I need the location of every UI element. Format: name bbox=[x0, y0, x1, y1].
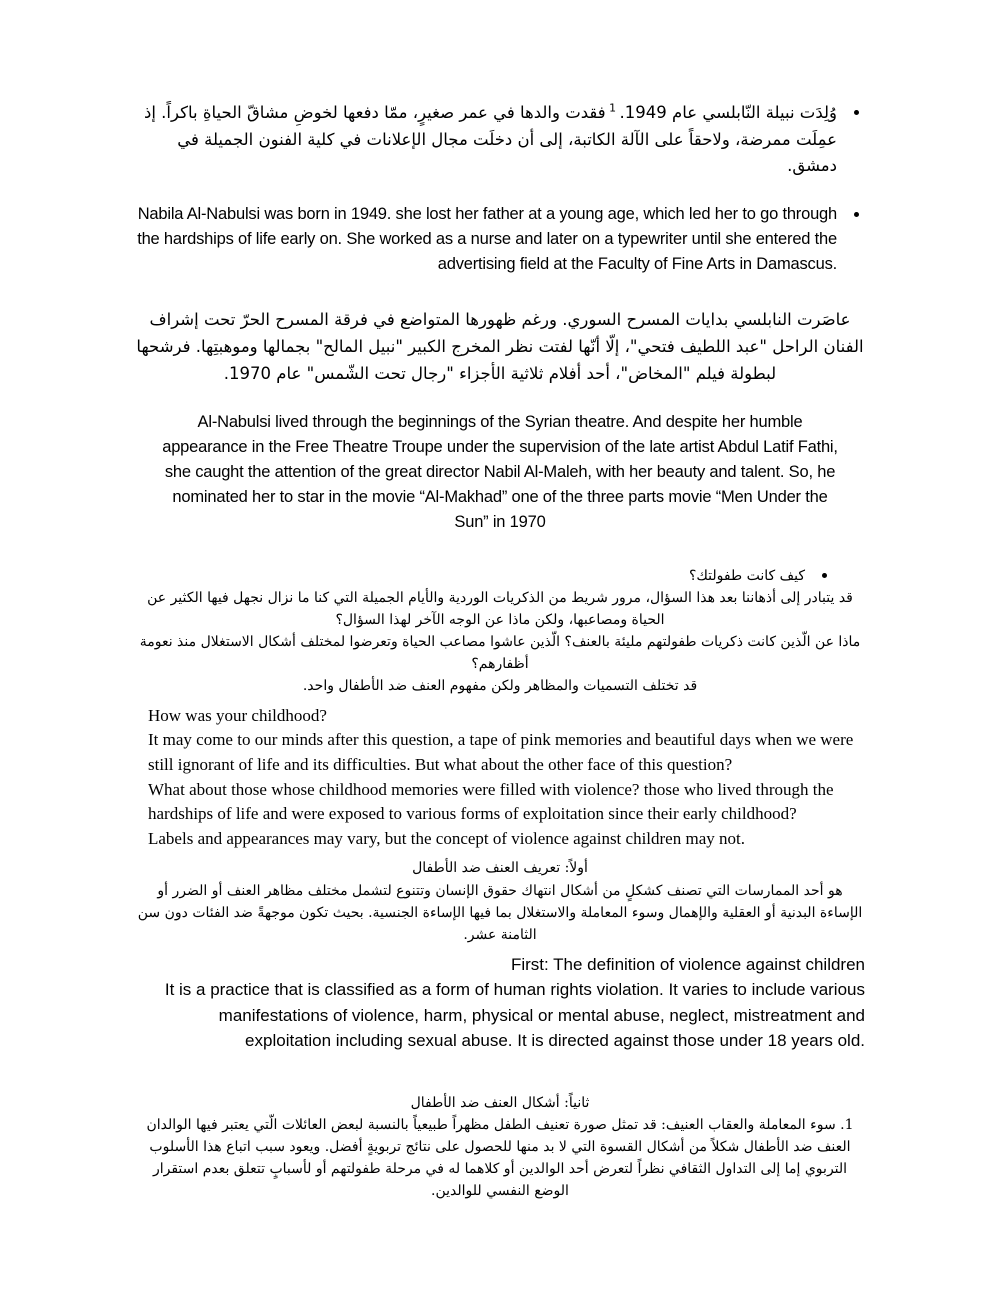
bullet-icon bbox=[854, 212, 859, 217]
arabic-definition-heading: أولاً: تعريف العنف ضد الأطفال bbox=[412, 860, 588, 877]
arabic-bio-paragraph-1: وُلِدَت نبيلة النّابلسي عام 1949. $^1$ فقدت والدها في عمر صغيرٍ، ممّا دفعها لخوضِ مشاقّ الحياةِ باكراً. إذ عمِلَت ممرضة، ولاحقاً على الآلة الكاتبة، إلى أن دخلَت مجال الإعلانات في كلية الفنون الجميلة في دمشق. bbox=[144, 101, 837, 176]
arabic-bio-paragraph-2: عاصَرت النابلسي بدايات المسرح السوري. ورغم ظهورها المتواضع في فرقة المسرح الحرّ تحت إشراف الفنان الراحل "عبد اللطيف فتحي"، إلّا أنّها لفتت نظر المخرج الكبير "نبيل المالح" بجمالها وموهبتِها. فرشحها لبطولة فيلم "المخاض"، أحد أفلام ثلاثية الأجزاء "رجال تحت الشّمس" عام 1970. bbox=[136, 310, 864, 383]
english-bio-paragraph-1: Nabila Al-Nabulsi was born in 1949. she lost her father at a young age, which led her to go through the hardships of life early on. She worked as a nurse and later on a typewriter until she entered the advertising field at the Faculty of Fine Arts in Damascus. bbox=[137, 205, 837, 274]
footnote-marker: 1 bbox=[605, 101, 620, 115]
spacer bbox=[135, 180, 865, 202]
english-question-paragraph-3: What about those whose childhood memories were filled with violence? those who lived through the hardships of life and were exposed to various forms of exploitation since their early childhood? bbox=[148, 779, 834, 824]
list-item bbox=[365, 565, 833, 587]
spacer bbox=[135, 388, 865, 410]
arabic-definition-body: هو أحد الممارسات التي تصنف كشكلٍ من أشكال انتهاك حقوق الإنسان وتتنوع لتشمل مختلف مظاهر العنف أو الضرر أو الإساءة البدنية أو العقلية والإهمال وسوء المعاملة والاستغلال بما فيها الإساءة الجنسية. بحيث تكون موجهةً ضد الفئات دون سن الثامنة عشر. bbox=[137, 882, 863, 943]
arabic-question-heading: كيف كانت طفولتك؟ bbox=[688, 567, 805, 584]
bullet-icon bbox=[822, 573, 827, 578]
document-content bbox=[135, 100, 865, 1202]
english-definition-body: It is a practice that is classified as a form of human rights violation. It varies to include various manifestations of violence, harm, physical or mental abuse, neglect, mistreatment and exploitation including sexual abuse. It is directed against those under 18 years old. bbox=[164, 980, 865, 1051]
spacer bbox=[135, 1054, 865, 1092]
list-item bbox=[135, 100, 865, 180]
spacer bbox=[135, 277, 865, 307]
bullet-icon bbox=[854, 110, 859, 115]
arabic-forms-heading: ثانياً: أشكال العنف ضد الأطفال bbox=[410, 1094, 590, 1111]
arabic-question-paragraph-3: قد تختلف التسميات والمظاهر ولكن مفهوم العنف ضد الأطفال واحد. bbox=[302, 678, 698, 695]
arabic-question-paragraph-2: ماذا عن الّذين كانت ذكريات طفولتهم مليئة بالعنف؟ الّذين عاشوا مصاعب الحياة وتعرضوا لمختلف أشكال الاستغلال منذ نعومة أظفارهم؟ bbox=[139, 634, 861, 673]
english-question-paragraph-4: Labels and appearances may vary, but the concept of violence against children may not. bbox=[148, 828, 745, 848]
english-definition-heading: First: The definition of violence against children bbox=[510, 954, 865, 974]
arabic-forms-item-1: 1. سوء المعاملة والعقاب العنيف: قد تمثل صورة تعنيف الطفل مظهراً طبيعياً بالنسبة لبعض العائلات الّتي يعتبر فيها الوالدان العنف ضد الأطفال شكلاً من أشكال القسوة التي لا بد منها للحصول على نتائج تربويةٍ أفضل. ويعود سبب اتباع هذا الأسلوب التربوي إما إلى التداول الثقافي نظراً لتعرض أحد الوالدين أو كلاهما له في مرحلة طفولتهم أو لأسبابٍ تتعلق بعدم استقرار الوضع النفسي للوالدين. bbox=[146, 1116, 854, 1200]
english-question-line-1: How was your childhood? bbox=[148, 705, 327, 725]
english-bio-paragraph-2: Al-Nabulsi lived through the beginnings of the Syrian theatre. And despite her humble appearance in the Free Theatre Troupe under the supervision of the late artist Abdul Latif Fathi, she caught the attention of the great director Nabil Al-Maleh, with her beauty and talent. So, he nominated her to star in the movie “Al-Makhad” one of the three parts movie “Men Under the Sun” in 1970 bbox=[162, 412, 838, 531]
list-item bbox=[135, 202, 865, 277]
arabic-question-paragraph-1: قد يتبادر إلى أذهاننا بعد هذا السؤال، مرور شريط من الذكريات الوردية والأيام الجميلة التي كنا ما نزال نجهل فيها الكثير عن الحياة ومصاعبها، ولكن ماذا عن الوجه الآخر لهذا السؤال؟ bbox=[147, 590, 853, 629]
english-question-paragraph-2: It may come to our minds after this question, a tape of pink memories and beautiful days when we were still ignorant of life and its difficulties. But what about the other face of this question? bbox=[148, 730, 854, 774]
spacer bbox=[135, 535, 865, 565]
